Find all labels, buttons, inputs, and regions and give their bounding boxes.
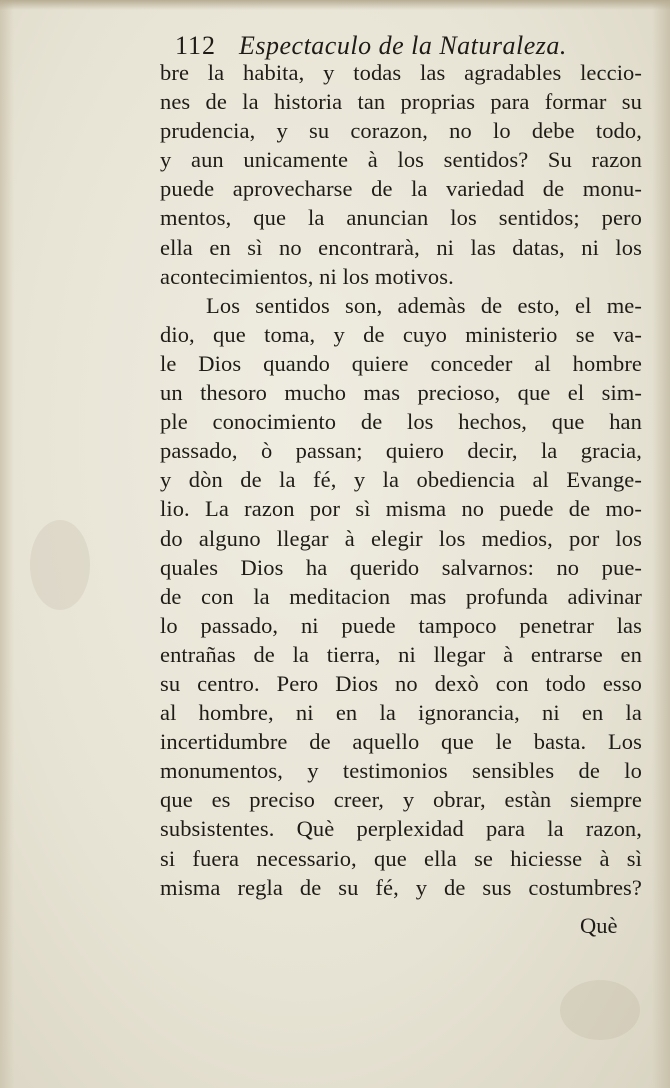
text-line: que es preciso creer, y obrar, estàn siempre (160, 787, 642, 813)
running-title: Espectaculo de la Naturaleza. (239, 31, 567, 60)
text-line: si fuera necessario, que ella se hiciesse à sì (160, 845, 642, 871)
text-line: nes de la historia tan proprias para formar su (160, 89, 642, 115)
text-line: Los sentidos son, ademàs de esto, el me- (206, 292, 642, 318)
text-line: bre la habita, y todas las agradables leccio- (160, 60, 642, 85)
body-text (160, 58, 642, 902)
page-right-edge (652, 0, 670, 1088)
text-line: le Dios quando quiere conceder al hombre (160, 350, 642, 376)
page-number: 112 (175, 31, 217, 60)
text-line: passado, ò passan; quiero decir, la gracia, (160, 438, 642, 464)
paper-stain (560, 980, 640, 1040)
text-line: al hombre, ni en la ignorancia, ni en la (160, 700, 642, 726)
text-line: misma regla de su fé, y de sus costumbres? (160, 874, 642, 900)
text-line: un thesoro mucho mas precioso, que el sim- (160, 380, 642, 406)
text-line: do alguno llegar à elegir los medios, por los (160, 525, 642, 551)
text-line: quales Dios ha querido salvarnos: no pue- (160, 554, 642, 580)
page-left-edge (0, 0, 14, 1088)
text-line: ella en sì no encontrarà, ni las datas, ni los (160, 234, 642, 260)
text-line: lo passado, ni puede tampoco penetrar las (160, 612, 642, 638)
paper-stain (30, 520, 90, 610)
text-line: y aun unicamente à los sentidos? Su razon (160, 147, 642, 173)
text-line: lio. La razon por sì misma no puede de mo- (160, 496, 642, 522)
text-line: subsistentes. Què perplexidad para la razon, (160, 816, 642, 842)
text-line: puede aprovecharse de la variedad de monu- (160, 176, 642, 202)
text-line: mentos, que la anuncian los sentidos; pero (160, 205, 642, 231)
page-top-edge (0, 0, 670, 10)
text-line: prudencia, y su corazon, no lo debe todo, (160, 118, 642, 144)
text-line: ple conocimiento de los hechos, que han (160, 409, 642, 435)
text-line: de con la meditacion mas profunda adivinar (160, 583, 642, 609)
text-line: dio, que toma, y de cuyo ministerio se va- (160, 321, 642, 347)
text-line: su centro. Pero Dios no dexò con todo esso (160, 670, 642, 696)
text-line: acontecimientos, ni los motivos. (160, 263, 454, 289)
text-line: y dòn de la fé, y la obediencia al Evange- (160, 467, 642, 493)
text-line: incertidumbre de aquello que le basta. Los (160, 729, 642, 755)
catchword: Què (580, 913, 618, 938)
text-line: entrañas de la tierra, ni llegar à entrarse en (160, 641, 642, 667)
text-line: monumentos, y testimonios sensibles de lo (160, 758, 642, 784)
